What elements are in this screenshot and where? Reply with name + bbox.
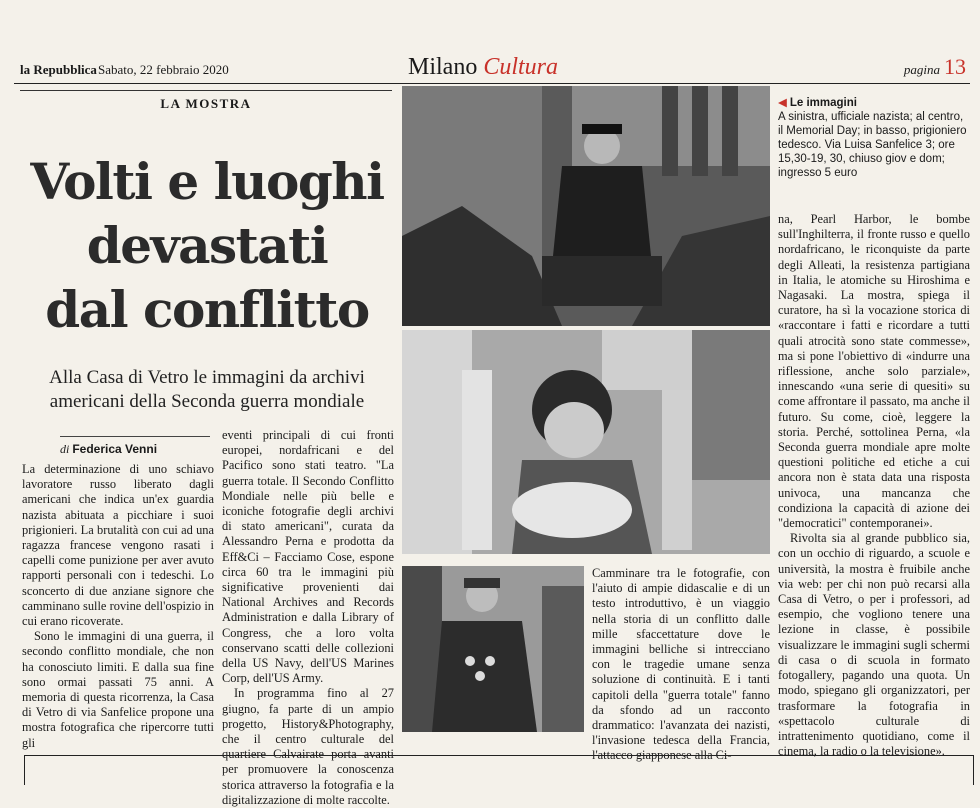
paragraph: Rivolta sia al grande pubblico sia, con un occhio di riguardo, a scuole e università, la mostra è fruibile anche via web: per chi non può recarsi alla Casa di Vetro, o per i professori, ad esempio, che vogliono tenere una lezione in classe, è possibile visualizzare le immagini sugli schermi di casa o di scuola in formato fotogallery, pagando una quota. Un modo, spiegano gli organizzatori, per trasformare la fotografia in «spettacolo culturale di intrattenimento quotidiano, come il cinema, la radio o la televisione». bbox=[778, 531, 970, 759]
byline-author: Federica Venni bbox=[72, 442, 158, 456]
text-column-2 bbox=[222, 428, 394, 807]
text-column-1 bbox=[22, 462, 214, 752]
photo-german-prisoner bbox=[402, 566, 584, 732]
kicker-rule bbox=[20, 90, 392, 91]
headline-line-3: dal conflitto bbox=[45, 280, 369, 339]
photo-nazi-officer-art bbox=[402, 86, 770, 326]
byline bbox=[60, 442, 157, 457]
section-category: Cultura bbox=[483, 54, 559, 80]
paragraph: La determinazione di uno schiavo lavoratore russo liberato dagli americani che indica un'ex guardia nazista abituata a picchiare i suoi prigionieri. La brutalità con cui ad una ragazza francese vengono rasati i capelli come punizione per aver avuto rapporti personali con i tedeschi. Lo sconcerto di due anziane signore che camminano sulle rovine dell'ospizio in cui erano ricoverate. bbox=[22, 462, 214, 629]
caption-title: Le immagini bbox=[789, 97, 857, 109]
page-number bbox=[904, 54, 966, 80]
text-column-3 bbox=[592, 566, 770, 763]
headline-line-1: Volti e luoghi bbox=[30, 152, 384, 211]
section-city: Milano bbox=[408, 54, 478, 80]
headline bbox=[22, 150, 392, 342]
photo-memorial-day-child bbox=[402, 330, 770, 554]
photo-nazi-officer bbox=[402, 86, 770, 326]
caption-text: A sinistra, ufficiale nazista; al centro, il Memorial Day; in basso, prigioniero tedesco. Via Luisa Sanfelice 3; ore 15,30-19, 30, chiuso giov e dom; ingresso 5 euro bbox=[778, 111, 967, 179]
issue-date: Sabato, 22 febbraio 2020 bbox=[98, 62, 229, 77]
photo-memorial-day-child-art bbox=[402, 330, 770, 554]
paragraph: In programma fino al 27 giugno, fa parte di un ampio progetto, History&Photography, che il centro culturale del quartiere Calvairate porta avanti per promuovere la conoscenza storica attraverso la fotografia e la digitalizzazione di molte raccolte. bbox=[222, 686, 394, 807]
headline-line-2: devastati bbox=[86, 216, 328, 275]
byline-rule bbox=[60, 436, 210, 437]
page-label: pagina bbox=[903, 62, 940, 77]
paragraph: eventi principali di cui fronti europei, nordafricani e del Pacifico sono stati teatro. "La guerra totale. Il Secondo Conflitto Mondiale nelle più belle e iconiche fotografie degli archivi di stato americani", curata da Alessandro Perna e prodotta da Eff&Ci – Facciamo Cose, espone circa 60 tra le immagini più significative provenienti dai National Archives and Records Administration e dalla Library of Congress, che a loro volta conservano scatti delle collezioni della US Navy, dell'US Marines Corp, dell'US Army. bbox=[222, 428, 394, 686]
bottom-box bbox=[24, 755, 974, 785]
page-header bbox=[14, 50, 970, 84]
text-column-4 bbox=[778, 212, 970, 759]
paragraph: na, Pearl Harbor, le bombe sull'Inghilterra, il fronte russo e quello nordafricano, le riconquiste da parte degli Alleati, la resistenza partigiana in Italia, le atomiche su Hiroshima e Nagasaki. La mostra, spiega il curatore, ha sì la vocazione storica di «raccontare i fatti e ricordare a tutti quali atrocità sono state commesse», ma si pone l'obiettivo di «indurre una riflessione, anche solo parziale», innescando «una serie di quesiti» su come affrontare il passato, ma anche il futuro. Su come, cioè, leggere la storia. Perché, sottolinea Perna, «la Seconda guerra mondiale apre molte questioni politiche ed etiche a cui ancora non è stata data una risposta univoca, una mancanza che condiziona la capacità di azione dei "democratici" contemporanei». bbox=[778, 212, 970, 531]
subheadline: Alla Casa di Vetro le immagini da archivi americani della Seconda guerra mondiale bbox=[49, 367, 365, 412]
page-number-value: 13 bbox=[944, 54, 966, 79]
caption-arrow-icon: ◀ bbox=[778, 97, 787, 109]
newspaper-name: la Repubblica bbox=[20, 62, 97, 77]
byline-prefix: di bbox=[60, 442, 70, 456]
paragraph: Camminare tra le fotografie, con l'aiuto di ampie didascalie e di un testo introduttivo, è un viaggio nella storia di un conflitto dalle mille sfaccettature dove le immagini belliche si intrecciano con le tragedie umane senza soluzione di continuità. E i tanti capitoli della "guerra totale" fanno da sfondo ad un racconto drammatico: l'avanzata dei nazisti, l'invasione tedesca della Francia, l'attacco giapponese alla Ci- bbox=[592, 566, 770, 763]
photo-caption bbox=[778, 96, 968, 180]
paragraph: Sono le immagini di una guerra, il secondo conflitto mondiale, che non ha conosciuto limiti. E dalla sua fine sono ormai passati 75 anni. A memoria di questa ricorrenza, la Casa di Vetro di via Sanfelice propone una mostra fotografica che ripercorre tutti gli bbox=[22, 629, 214, 750]
photo-german-prisoner-art bbox=[402, 566, 584, 732]
section-title bbox=[408, 54, 558, 81]
kicker: LA MOSTRA bbox=[160, 96, 252, 111]
